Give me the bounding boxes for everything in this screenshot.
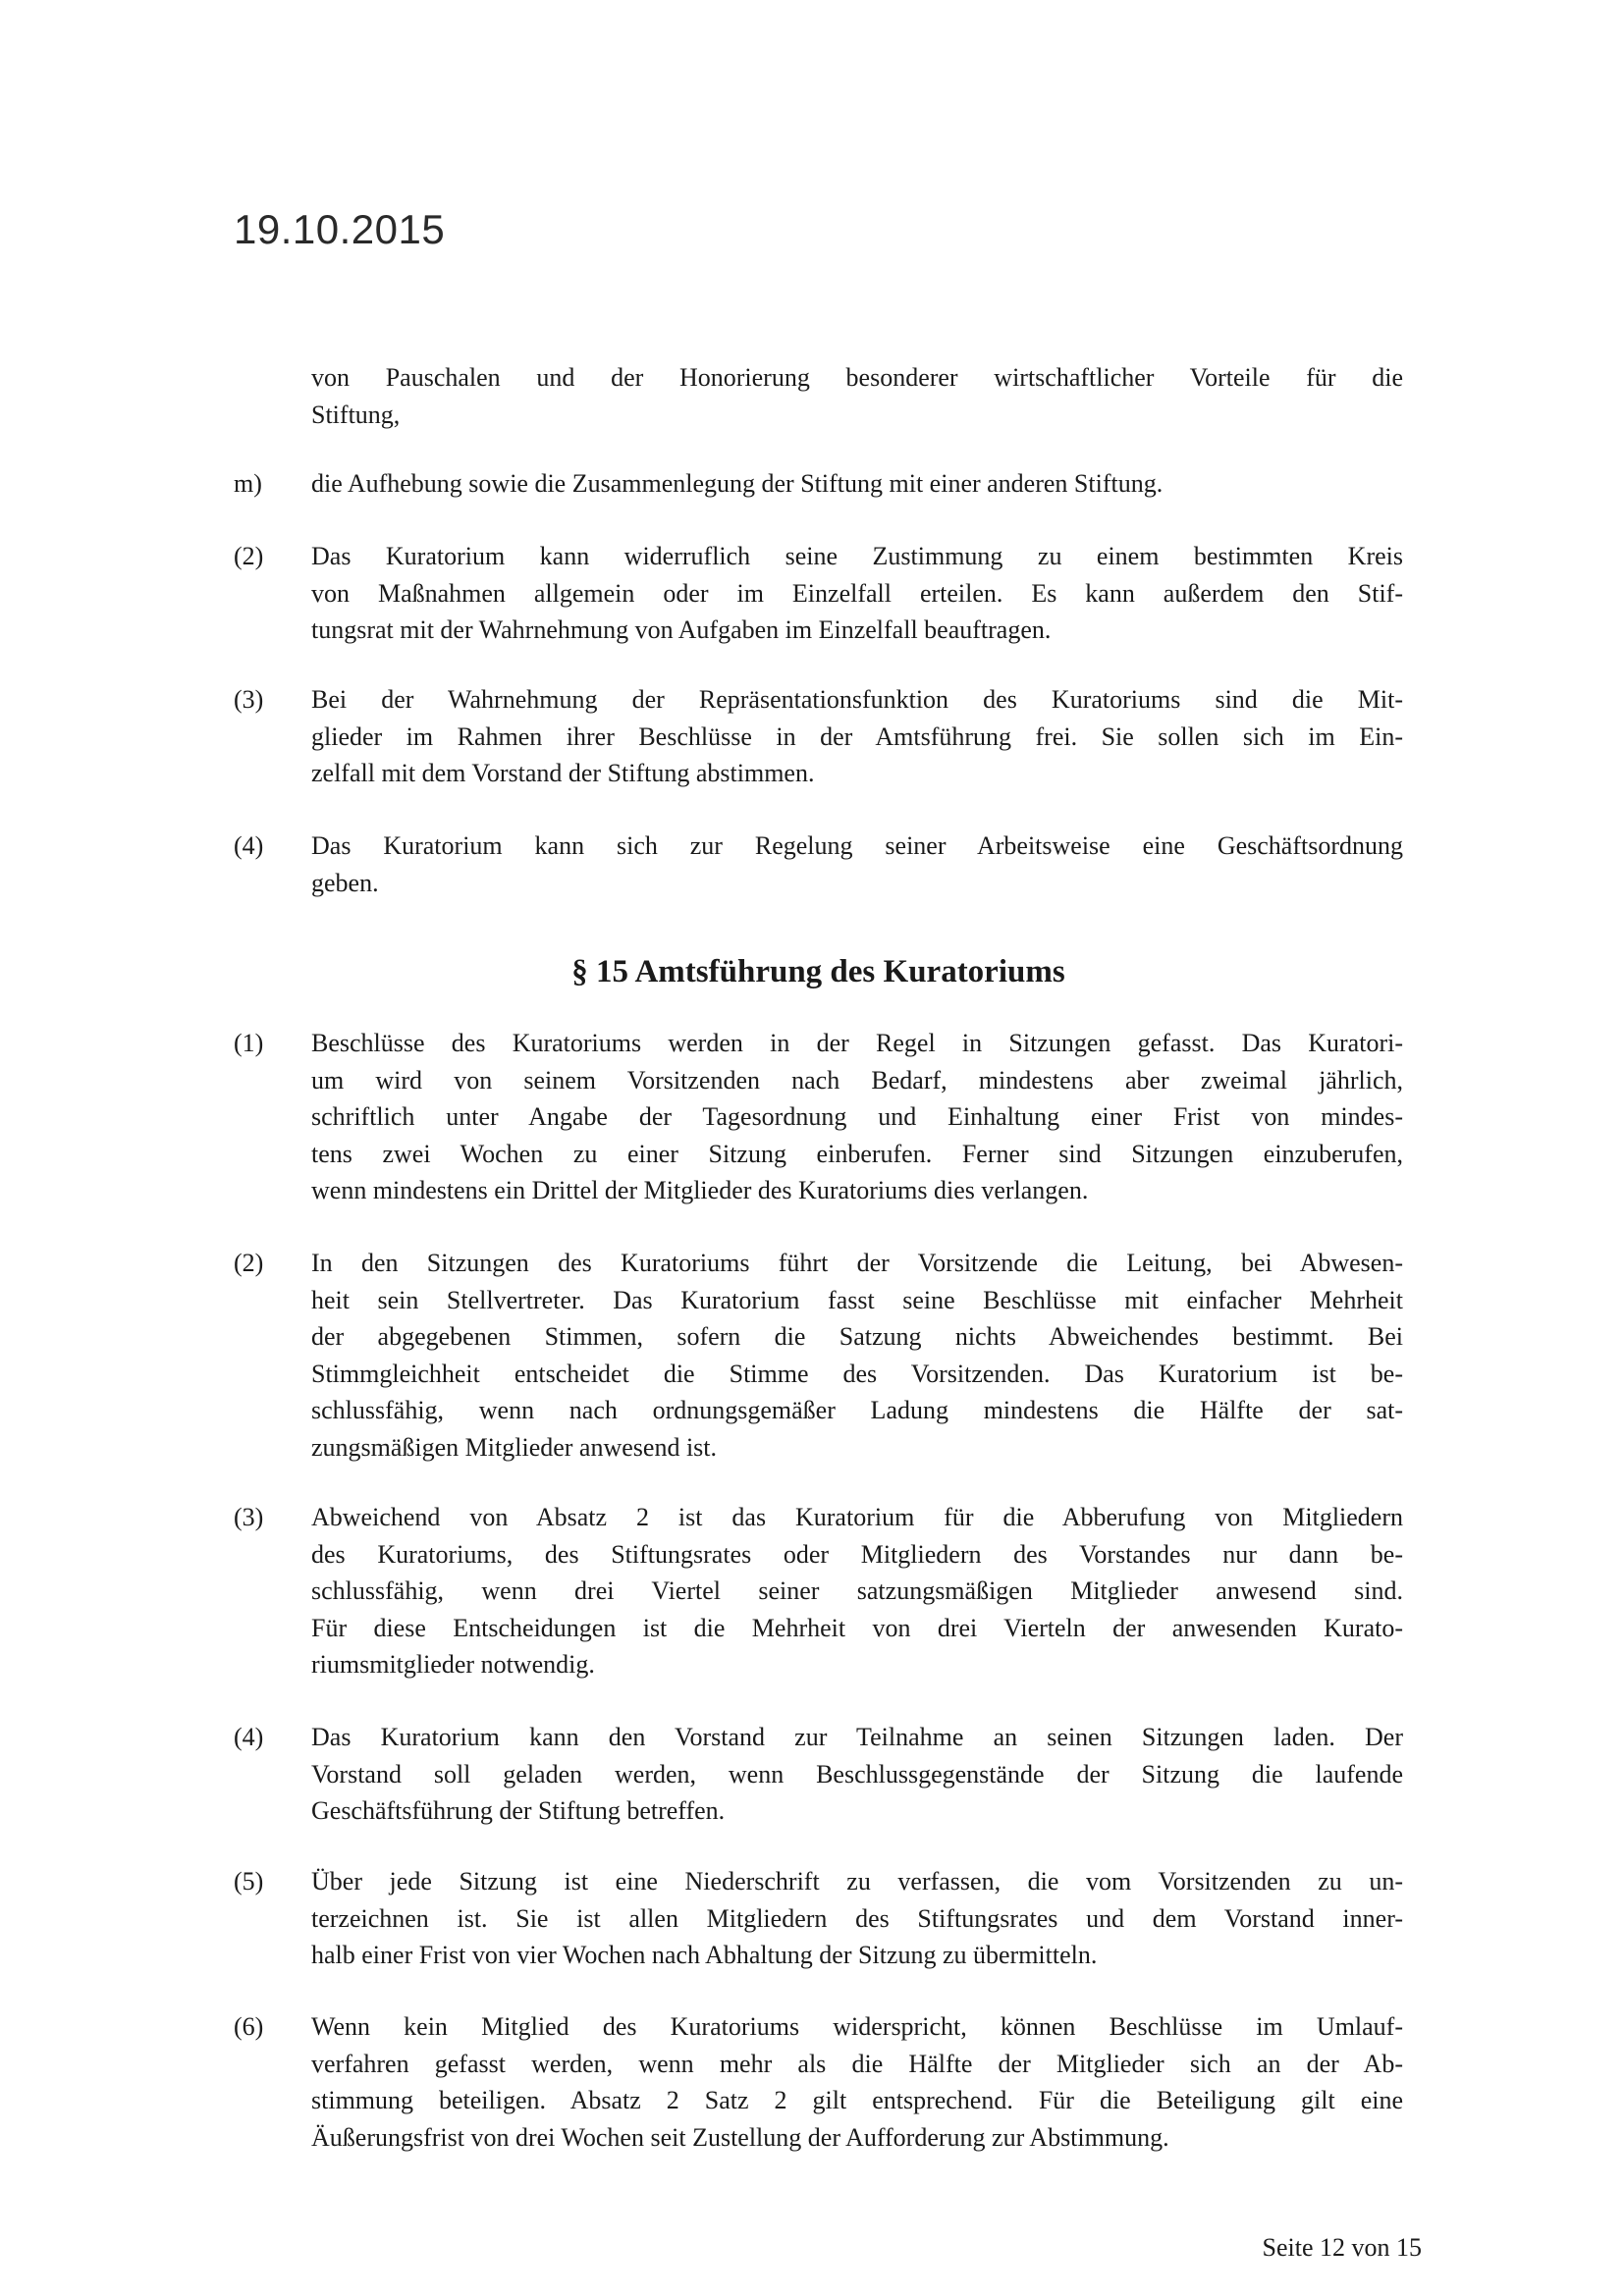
text-line: um wird von seinem Vorsitzenden nach Bedarf, mindestens aber zweimal jährlich, xyxy=(311,1065,1403,1095)
text-line: Stiftung, xyxy=(311,400,401,429)
text-line: Über jede Sitzung ist eine Niederschrift zu verfassen, die vom Vorsitzenden zu un- xyxy=(311,1867,1403,1896)
text-line: Das Kuratorium kann sich zur Regelung seiner Arbeitsweise eine Geschäftsordnung xyxy=(311,831,1403,860)
text-line: Abweichend von Absatz 2 ist das Kuratorium für die Abberufung von Mitgliedern xyxy=(311,1503,1403,1531)
text-line: heit sein Stellvertreter. Das Kuratorium fasst seine Beschlüsse mit einfacher Mehrheit xyxy=(311,1285,1403,1314)
paragraph-text xyxy=(311,1025,1403,1209)
text-line: glieder im Rahmen ihrer Beschlüsse in der Amtsführung frei. Sie sollen sich im Ein- xyxy=(311,721,1403,751)
paragraph-text xyxy=(311,681,1403,792)
text-line: schlussfähig, wenn drei Viertel seiner satzungsmäßigen Mitglieder anwesend sind. xyxy=(311,1576,1403,1606)
paragraph-text xyxy=(311,2008,1403,2156)
paragraph-number: (4) xyxy=(234,831,264,860)
paragraph-number: (5) xyxy=(234,1867,264,1896)
text-line: In den Sitzungen des Kuratoriums führt der Vorsitzende die Leitung, bei Abwesen- xyxy=(311,1249,1403,1277)
text-line: halb einer Frist von vier Wochen nach Abhaltung der Sitzung zu übermitteln. xyxy=(311,1941,1098,1970)
text-line: schlussfähig, wenn nach ordnungsgemäßer Ladung mindestens die Hälfte der sat- xyxy=(311,1396,1403,1425)
text-line: Bei der Wahrnehmung der Repräsentationsfunktion des Kuratoriums sind die Mit- xyxy=(311,685,1403,714)
text-line: zungsmäßigen Mitglieder anwesend ist. xyxy=(311,1432,718,1462)
paragraph-number: (1) xyxy=(234,1029,264,1057)
document-date: 19.10.2015 xyxy=(234,206,446,252)
paragraph-text xyxy=(311,828,1403,901)
text-line: von Pauschalen und der Honorierung besonderer wirtschaftlicher Vorteile für die xyxy=(311,363,1403,392)
text-line: Äußerungsfrist von drei Wochen seit Zustellung der Aufforderung zur Abstimmung. xyxy=(311,2122,1169,2152)
text-line: Vorstand soll geladen werden, wenn Beschlussgegenstände der Sitzung die laufende xyxy=(311,1759,1403,1789)
text-line: Das Kuratorium kann den Vorstand zur Teilnahme an seinen Sitzungen laden. Der xyxy=(311,1723,1403,1751)
paragraph-text xyxy=(311,465,1403,503)
text-line: Stimmgleichheit entscheidet die Stimme des Vorsitzenden. Das Kuratorium ist be- xyxy=(311,1359,1403,1388)
text-line: die Aufhebung sowie die Zusammenlegung der Stiftung mit einer anderen Stiftung. xyxy=(311,469,1164,498)
paragraph-number: (6) xyxy=(234,2012,264,2041)
text-line: der abgegebenen Stimmen, sofern die Satzung nichts Abweichendes bestimmt. Bei xyxy=(311,1322,1403,1352)
text-line: von Maßnahmen allgemein oder im Einzelfall erteilen. Es kann außerdem den Stif- xyxy=(311,578,1403,608)
text-line: schriftlich unter Angabe der Tagesordnung und Einhaltung einer Frist von mindes- xyxy=(311,1102,1403,1132)
page-number: Seite 12 von 15 xyxy=(1262,2233,1422,2262)
text-line: geben. xyxy=(311,868,379,897)
paragraph-text xyxy=(311,1499,1403,1683)
text-line: Geschäftsführung der Stiftung betreffen. xyxy=(311,1796,726,1826)
text-line: des Kuratoriums, des Stiftungsrates oder Mitgliedern des Vorstandes nur dann be- xyxy=(311,1539,1403,1569)
section-heading: § 15 Amtsführung des Kuratoriums xyxy=(571,954,1065,989)
paragraph-text xyxy=(311,1863,1403,1974)
text-line: tungsrat mit der Wahrnehmung von Aufgaben im Einzelfall beauftragen. xyxy=(311,615,1052,645)
paragraph-text xyxy=(311,538,1403,649)
paragraph-number: (3) xyxy=(234,1503,264,1531)
text-line: Das Kuratorium kann widerruflich seine Zustimmung zu einem bestimmten Kreis xyxy=(311,542,1403,570)
text-line: tens zwei Wochen zu einer Sitzung einberufen. Ferner sind Sitzungen einzuberufen, xyxy=(311,1139,1403,1168)
paragraph-number: (3) xyxy=(234,685,264,714)
paragraph-text xyxy=(311,1245,1403,1467)
paragraph-number: (2) xyxy=(234,1249,264,1277)
paragraph-text xyxy=(311,1719,1403,1830)
text-line: Beschlüsse des Kuratoriums werden in der Regel in Sitzungen gefasst. Das Kuratori- xyxy=(311,1029,1403,1057)
text-line: Wenn kein Mitglied des Kuratoriums widerspricht, können Beschlüsse im Umlauf- xyxy=(311,2012,1403,2041)
paragraph-number: m) xyxy=(234,469,262,498)
text-line: wenn mindestens ein Drittel der Mitglieder des Kuratoriums dies verlangen. xyxy=(311,1176,1089,1205)
text-line: zelfall mit dem Vorstand der Stiftung abstimmen. xyxy=(311,759,815,788)
paragraph-text xyxy=(311,359,1403,433)
text-line: stimmung beteiligen. Absatz 2 Satz 2 gilt entsprechend. Für die Beteiligung gilt eine xyxy=(311,2086,1403,2115)
text-line: verfahren gefasst werden, wenn mehr als die Hälfte der Mitglieder sich an der Ab- xyxy=(311,2049,1403,2078)
text-line: Für diese Entscheidungen ist die Mehrheit von drei Vierteln der anwesenden Kurato- xyxy=(311,1613,1403,1642)
paragraph-number: (2) xyxy=(234,542,264,570)
paragraph-number: (4) xyxy=(234,1723,264,1751)
text-line: riumsmitglieder notwendig. xyxy=(311,1650,595,1680)
text-line: terzeichnen ist. Sie ist allen Mitgliedern des Stiftungsrates und dem Vorstand inner- xyxy=(311,1903,1403,1933)
